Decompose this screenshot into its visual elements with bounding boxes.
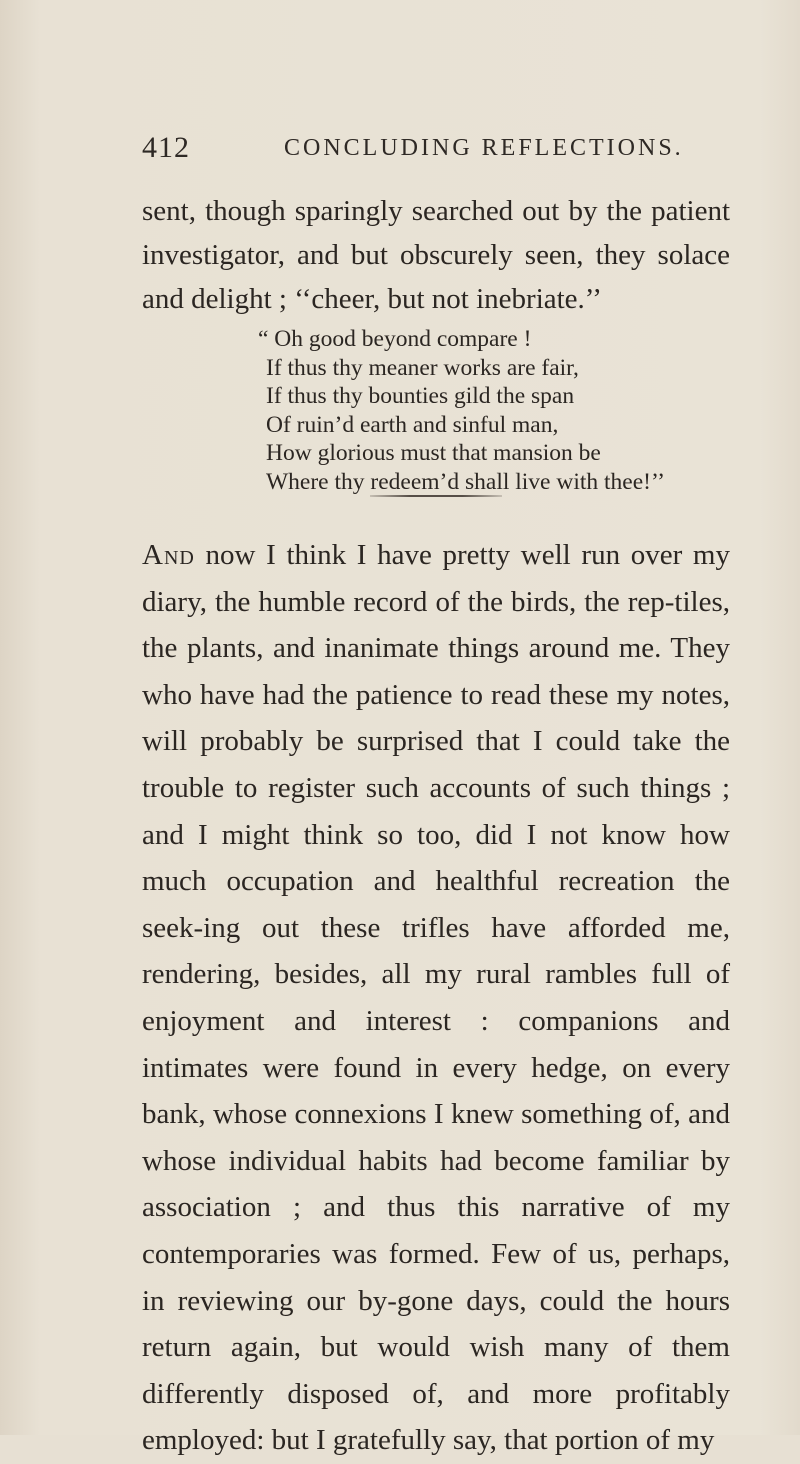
top-paragraph: sent, though sparingly searched out by the patient investigator, and but obscurely seen, they solace and delight ; ‘‘cheer, but not inebriate.’’ xyxy=(142,195,730,315)
verse-line: If thus thy bounties gild the span xyxy=(266,383,575,409)
main-paragraph-text: now I think I have pretty well run over my diary, the humble record of the birds, the rep-tiles, the plants, and inanimate things around me. They who have had the patience to read these my notes, will probably be surprised that I could take the trouble to register such accounts of such things ; and I might think so too, did I not know how much occupation and healthful recreation the seek-ing out these trifles have afforded me, rendering, besides, all my rural rambles full of enjoyment and interest : companions and intimates were found in every hedge, on every bank, whose connexions I knew something of, and whose individual habits had become familiar by association ; and thus this narrative of my contemporaries was formed. Few of us, perhaps, in reviewing our by-gone days, could the hours return again, but would wish many of them differently disposed of, and more profitably employed: but I gratefully say, that portion of my xyxy=(142,539,730,1457)
verse-line: How glorious must that mansion be xyxy=(266,440,601,466)
running-head: CONCLUDING REFLECTIONS. xyxy=(284,135,684,161)
section-divider xyxy=(370,495,502,497)
lead-word: And xyxy=(142,539,195,571)
verse-stanza xyxy=(258,325,728,496)
verse-line: Where thy redeem’d shall live with thee!’’ xyxy=(266,468,665,495)
page-number: 412 xyxy=(142,131,190,164)
main-paragraph xyxy=(142,532,730,1464)
page-header xyxy=(142,131,730,171)
verse-line: If thus thy meaner works are fair, xyxy=(266,354,579,381)
verse-line: “ Oh good beyond compare ! xyxy=(258,326,532,352)
verse-line: Of ruin’d earth and sinful man, xyxy=(266,411,559,438)
